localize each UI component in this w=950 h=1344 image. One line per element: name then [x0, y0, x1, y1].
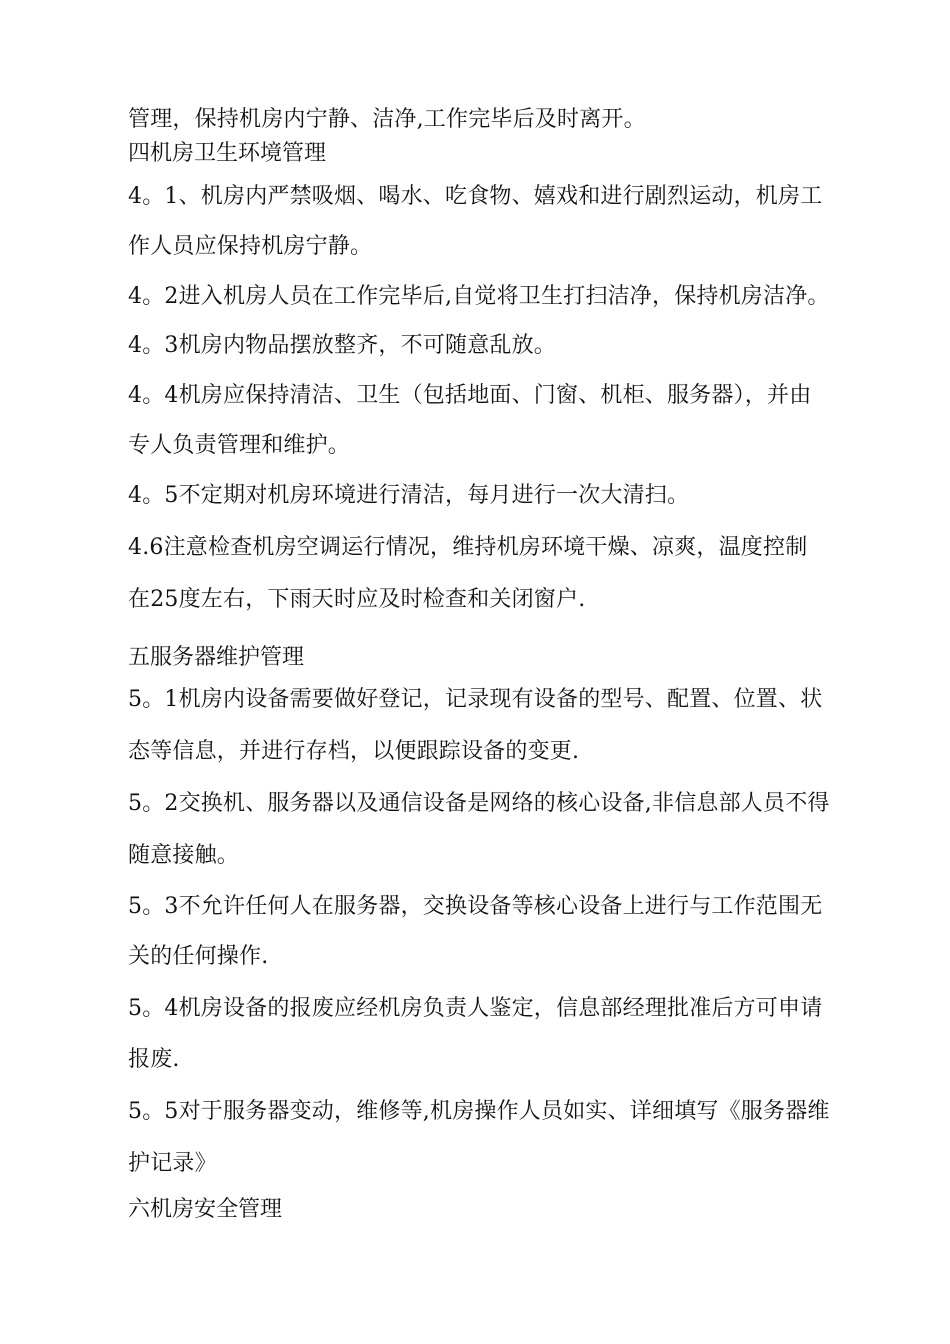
paragraph-line: 4。4机房应保持清洁、卫生（包括地面、门窗、机柜、服务器），并由 — [128, 383, 812, 408]
paragraph-line: 5。5对于服务器变动，维修等,机房操作人员如实、详细填写《服务器维 — [128, 1099, 830, 1124]
paragraph-line: 4。5不定期对机房环境进行清洁，每月进行一次大清扫。 — [128, 483, 690, 508]
paragraph-line: 专人负责管理和维护。 — [128, 433, 351, 458]
paragraph-line: 关的任何操作. — [128, 944, 269, 969]
section-heading: 六机房安全管理 — [128, 1197, 283, 1222]
paragraph-line: 随意接触。 — [128, 843, 240, 868]
paragraph-line: 5。2交换机、服务器以及通信设备是网络的核心设备,非信息部人员不得 — [128, 791, 830, 816]
paragraph-line: 报废. — [128, 1047, 180, 1072]
paragraph-line: 态等信息，并进行存档，以便跟踪设备的变更. — [128, 739, 580, 764]
paragraph-line: 在25度左右，下雨天时应及时检查和关闭窗户. — [128, 587, 586, 612]
paragraph-line: 5。1机房内设备需要做好登记，记录现有设备的型号、配置、位置、状 — [128, 687, 823, 712]
paragraph-line: 4。3机房内物品摆放整齐，不可随意乱放。 — [128, 333, 556, 358]
paragraph-line: 管理，保持机房内宁静、洁净,工作完毕后及时离开。 — [128, 107, 646, 132]
section-heading: 四机房卫生环境管理 — [128, 141, 327, 166]
paragraph-line: 5。3不允许任何人在服务器，交换设备等核心设备上进行与工作范围无 — [128, 894, 823, 919]
paragraph-line: 作人员应保持机房宁静。 — [128, 234, 373, 259]
paragraph-line: 5。4机房设备的报废应经机房负责人鉴定，信息部经理批准后方可申请 — [128, 996, 823, 1021]
section-heading: 五服务器维护管理 — [128, 645, 305, 670]
paragraph-line: 护记录》 — [128, 1151, 217, 1176]
paragraph-line: 4。1、机房内严禁吸烟、喝水、吃食物、嬉戏和进行剧烈运动，机房工 — [128, 184, 823, 209]
paragraph-line: 4.6注意检查机房空调运行情况，维持机房环境干燥、凉爽，温度控制 — [128, 535, 808, 560]
paragraph-line: 4。2进入机房人员在工作完毕后,自觉将卫生打扫洁净，保持机房洁净。 — [128, 284, 830, 309]
